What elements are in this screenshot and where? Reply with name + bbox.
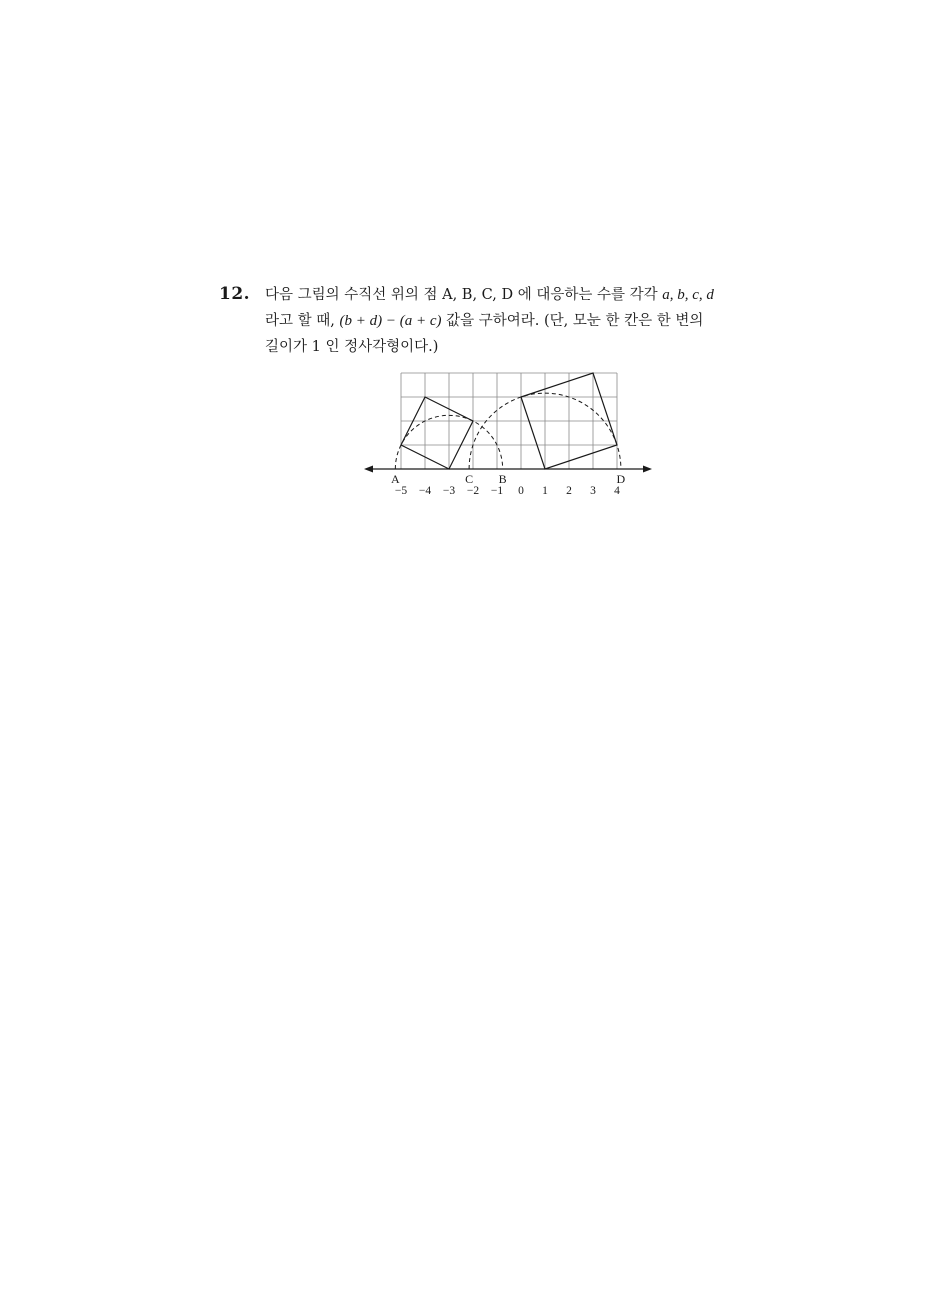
number-line-axis [364, 466, 652, 473]
tick-label: −4 [418, 485, 432, 497]
point-label-b: B [498, 472, 507, 486]
problem-line-1-math: a, b, c, d [662, 287, 714, 303]
number-line-figure [360, 368, 660, 503]
problem-number: 12. [219, 284, 251, 304]
grid [401, 373, 617, 469]
tick-label: 1 [542, 485, 548, 497]
point-label-c: C [465, 472, 474, 486]
point-label-a: A [390, 472, 400, 486]
compass-arcs [395, 393, 621, 469]
tick-label: −1 [490, 485, 504, 497]
tick-label: 2 [566, 485, 572, 497]
tick-label: −3 [442, 485, 456, 497]
problem-line-1-text: 다음 그림의 수직선 위의 점 A, B, C, D 에 대응하는 수를 각각 [265, 287, 663, 303]
problem-line-2-post: 값을 구하여라. (단, 모눈 한 칸은 한 변의 [441, 313, 704, 329]
tick-label: 3 [590, 485, 596, 497]
problem-line-1 [265, 282, 765, 308]
point-label-d: D [616, 472, 626, 486]
number-line-diagram [360, 368, 660, 503]
tick-label: 0 [518, 485, 524, 497]
problem-line-2-pre: 라고 할 때, [265, 313, 340, 329]
problem-statement [265, 282, 765, 360]
tick-label: −5 [394, 485, 408, 497]
tilted-square-left [401, 397, 473, 469]
tick-label: −2 [466, 485, 480, 497]
problem-line-3: 길이가 1 인 정사각형이다.) [265, 339, 439, 355]
axis-arrow-left [364, 466, 373, 473]
problem-line-2 [265, 308, 765, 334]
problem-line-2-math: (b + d) − (a + c) [339, 313, 442, 329]
tick-label: 4 [614, 485, 620, 497]
axis-labels [391, 472, 626, 497]
axis-arrow-right [643, 466, 652, 473]
